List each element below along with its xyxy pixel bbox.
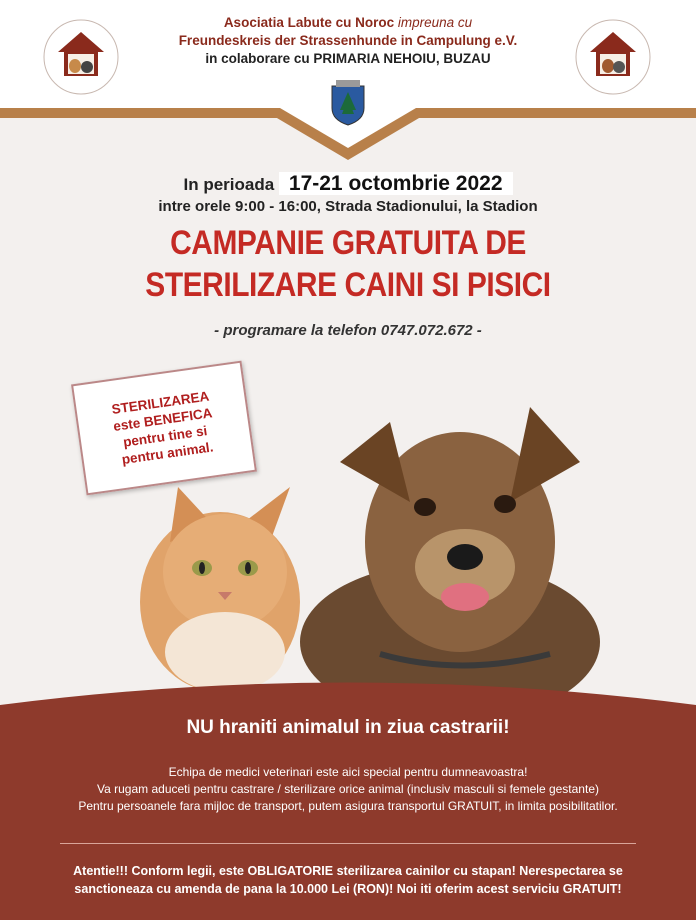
header-organizers — [140, 14, 556, 68]
phone-booking: - programare la telefon 0747.072.672 - — [214, 322, 482, 339]
footer-headline: NU hraniti animalul in ziua castrarii! — [186, 717, 510, 738]
footer-warning-line-1: Atentie!!! Conform legii, este OBLIGATORIE sterilizarea cainilor cu stapan! Nerespectarea se — [73, 864, 623, 878]
benefit-note-text: STERILIZAREA este BENEFICA pentru tine si pentru animal. — [110, 388, 215, 468]
title-line-2: STERILIZARE CAINI SI PISICI — [145, 266, 551, 304]
footer-warning — [0, 862, 696, 898]
logo-freundeskreis — [574, 18, 652, 96]
event-hours-location: intre orele 9:00 - 16:00, Strada Stadionului, la Stadion — [158, 198, 538, 215]
logo-labute-cu-noroc — [42, 18, 120, 96]
event-period — [0, 172, 696, 196]
town-crest — [330, 80, 366, 126]
footer-warning-line-2: sanctioneaza cu amenda de pana la 10.000 Lei (RON)! Noi iti oferim acest serviciu GRATUIT! — [74, 882, 622, 896]
collab-connector: in colaborare cu — [205, 51, 310, 66]
footer-body-line-2: Va rugam aduceti pentru castrare / sterilizare orice animal (inclusiv masculi si femele gestante) — [97, 782, 599, 796]
event-dates: 17-21 octombrie 2022 — [279, 172, 513, 195]
footer-body-line-1: Echipa de medici veterinari este aici special pentru dumneavoastra! — [168, 765, 528, 779]
period-prefix: In perioada — [183, 175, 275, 194]
partner-org: Freundeskreis der Strassenhunde in Campulung e.V. — [178, 33, 518, 48]
org-name: Asociatia Labute cu Noroc — [223, 15, 395, 30]
campaign-title — [42, 222, 654, 306]
title-line-1: CAMPANIE GRATUITA DE — [170, 224, 526, 262]
collab-partner: PRIMARIA NEHOIU, BUZAU — [313, 51, 491, 66]
footer-body — [0, 764, 696, 815]
footer-divider — [60, 843, 636, 844]
footer-body-line-3: Pentru persoanele fara mijloc de transport, putem asigura transportul GRATUIT, in limita posibilitatilor. — [78, 799, 618, 813]
org-connector: impreuna cu — [397, 15, 473, 30]
